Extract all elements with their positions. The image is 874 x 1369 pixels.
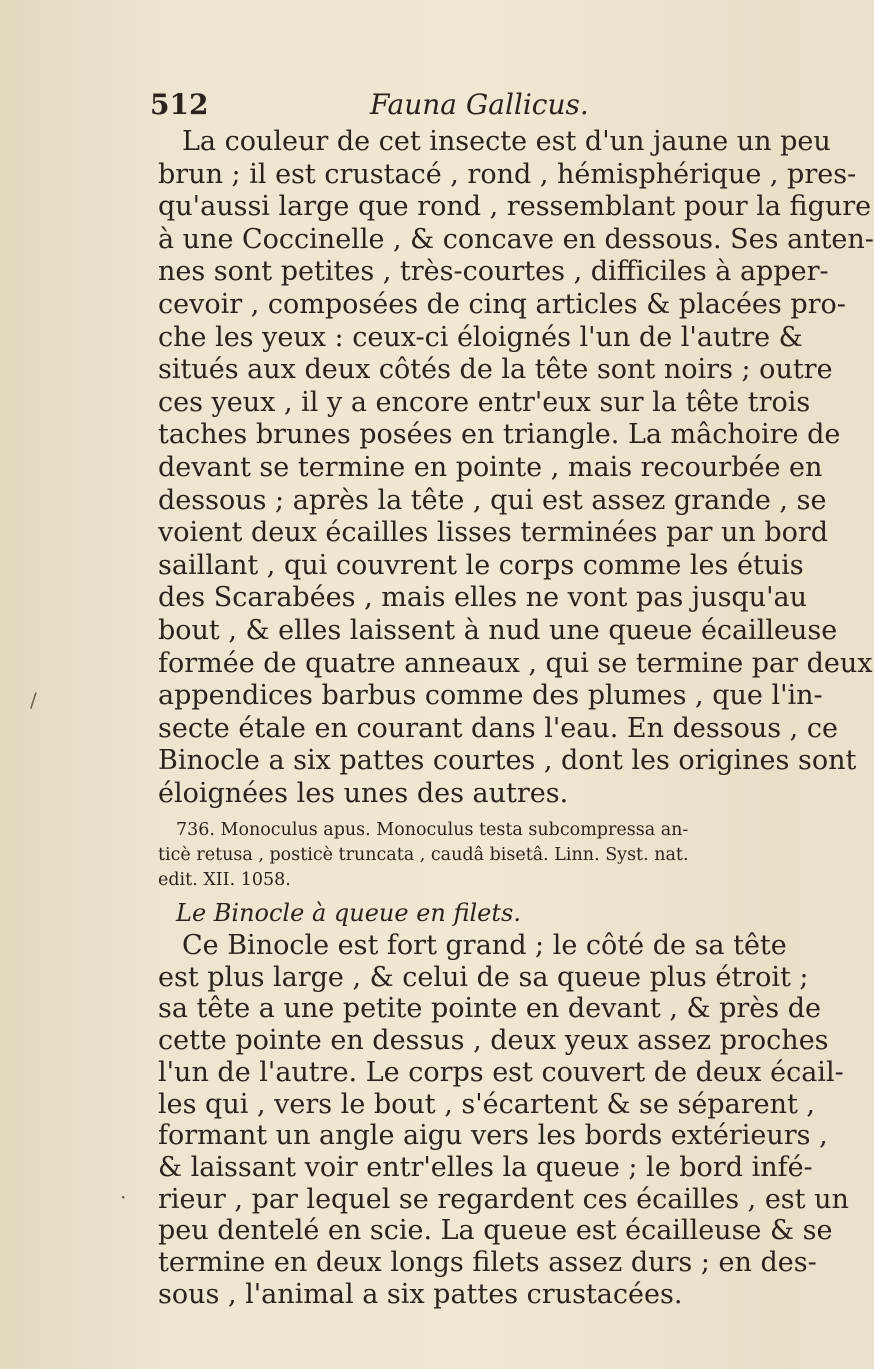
- running-title: Fauna Gallicus.: [370, 88, 589, 121]
- text-line: éloignées les unes des autres.: [158, 777, 569, 809]
- text-line: Ce Binocle est fort grand ; le côté de sa tête: [182, 930, 787, 961]
- text-line: peu dentelé en scie. La queue est écailleuse & se: [158, 1215, 833, 1247]
- footnote-line: edit. XII. 1058.: [158, 870, 291, 890]
- paragraph-insect-description: [158, 126, 874, 810]
- text-line: saillant , qui couvrent le corps comme les étuis: [158, 549, 804, 581]
- text-line: des Scarabées , mais elles ne vont pas jusqu'au: [158, 582, 808, 614]
- text-line: sous , l'animal a six pattes crustacées.: [158, 1278, 683, 1310]
- footnote-line: ticè retusa , posticè truncata , caudâ bisetâ. Linn. Syst. nat.: [158, 845, 689, 865]
- text-line: nes sont petites , très-courtes , difficiles à apper-: [158, 256, 829, 288]
- text-line: brun ; il est crustacé , rond , hémisphérique , pres-: [158, 158, 857, 190]
- margin-mark-icon: /: [30, 688, 37, 712]
- text-line: formée de quatre anneaux , qui se termine par deux: [158, 647, 873, 679]
- text-line: che les yeux : ceux-ci éloignés l'un de l'autre &: [158, 321, 803, 353]
- text-line: à une Coccinelle , & concave en dessous. Ses anten-: [158, 223, 874, 255]
- text-line: l'un de l'autre. Le corps est couvert de deux écail-: [158, 1056, 844, 1088]
- text-line: Binocle a six pattes courtes , dont les origines sont: [158, 745, 857, 777]
- species-footnote: [158, 818, 783, 893]
- text-line: situés aux deux côtés de la tête sont noirs ; outre: [158, 354, 833, 386]
- text-line: La couleur de cet insecte est d'un jaune un peu: [182, 126, 831, 157]
- paragraph-binocle-description: [158, 930, 849, 1310]
- text-line: qu'aussi large que rond , ressemblant pour la figure: [158, 191, 872, 223]
- text-line: bout , & elles laissent à nud une queue écailleuse: [158, 614, 838, 646]
- text-line: rieur , par lequel se regardent ces écailles , est un: [158, 1183, 849, 1215]
- text-line: cette pointe en dessus , deux yeux assez proches: [158, 1025, 829, 1057]
- text-line: dessous ; après la tête , qui est assez grande , se: [158, 484, 827, 516]
- text-line: formant un angle aigu vers les bords extérieurs ,: [158, 1120, 828, 1152]
- text-line: secte étale en courant dans l'eau. En dessous , ce: [158, 712, 838, 744]
- text-line: & laissant voir entr'elles la queue ; le bord infé-: [158, 1151, 813, 1183]
- page-number: 512: [150, 88, 209, 121]
- text-line: devant se termine en pointe , mais recourbée en: [158, 451, 823, 483]
- text-line: sa tête a une petite pointe en devant , & près de: [158, 993, 821, 1025]
- text-line: cevoir , composées de cinq articles & placées pro-: [158, 288, 846, 320]
- text-line: taches brunes posées en triangle. La mâchoire de: [158, 419, 841, 451]
- text-line: est plus large , & celui de sa queue plus étroit ;: [158, 961, 809, 993]
- text-line: les qui , vers le bout , s'écartent & se séparent ,: [158, 1088, 815, 1120]
- text-line: voient deux écailles lisses terminées par un bord: [158, 517, 829, 549]
- margin-mark-icon: ·: [120, 1185, 127, 1209]
- footnote-line: 736. Monoculus apus. Monoculus testa subcompressa an-: [176, 820, 689, 840]
- text-line: termine en deux longs filets assez durs ; en des-: [158, 1247, 817, 1279]
- text-line: appendices barbus comme des plumes , que l'in-: [158, 680, 823, 712]
- text-line: ces yeux , il y a encore entr'eux sur la tête trois: [158, 386, 811, 418]
- section-subtitle: Le Binocle à queue en filets.: [176, 899, 521, 927]
- page-header: [150, 88, 790, 128]
